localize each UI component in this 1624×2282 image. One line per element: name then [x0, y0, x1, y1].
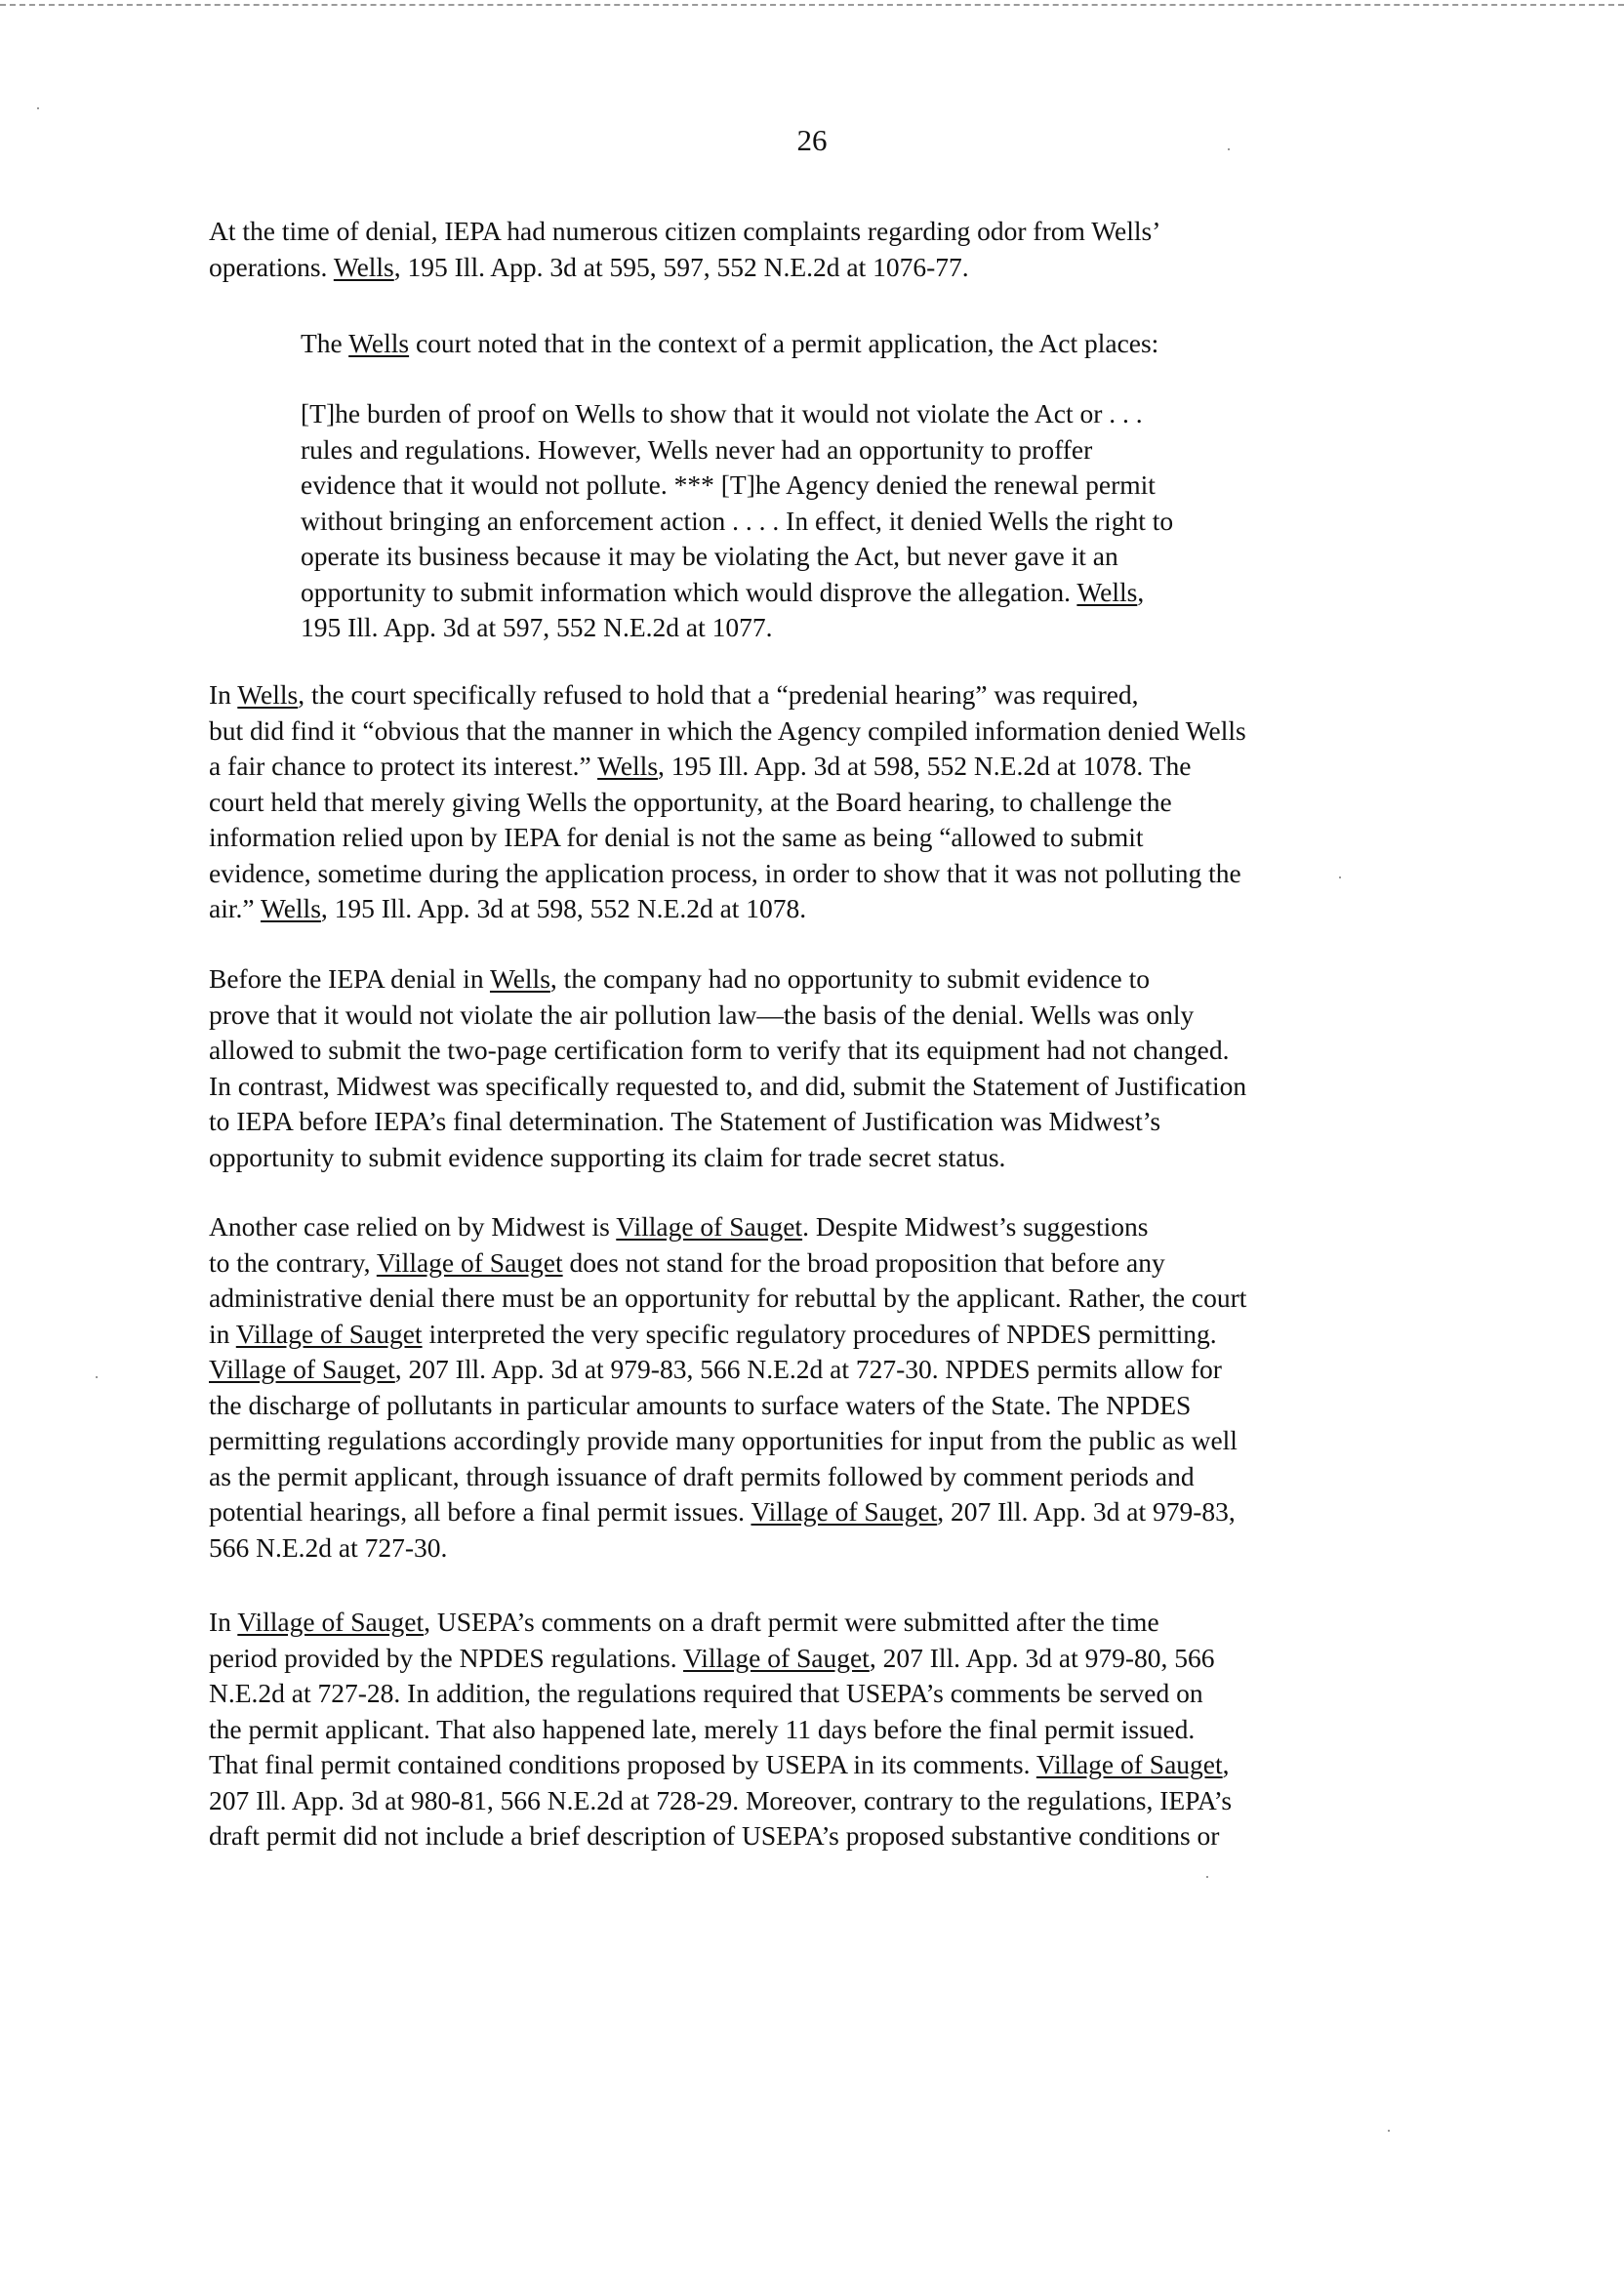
text-segment: in	[209, 1318, 236, 1349]
text-line	[301, 326, 1158, 362]
text-segment: , 195 Ill. App. 3d at 598, 552 N.E.2d at 1078.	[320, 893, 807, 923]
text-segment: In contrast, Midwest was specifically requested to, and did, submit the Statement of Justification	[209, 1070, 1247, 1101]
text-segment: interpreted the very specific regulatory procedures of NPDES permitting.	[422, 1318, 1217, 1349]
text-segment: but did find it “obvious that the manner in which the Agency compiled information denied Wells	[209, 714, 1246, 746]
text-line	[209, 891, 1246, 927]
text-segment: [T]he burden of proof on Wells to show that it would not violate the Act or . . .	[301, 398, 1143, 428]
text-segment: The	[301, 328, 349, 358]
text-segment: to the contrary,	[209, 1246, 377, 1278]
text-line	[209, 1712, 1232, 1748]
text-segment: operations.	[209, 251, 334, 282]
text-line	[209, 250, 1160, 286]
text-segment: N.E.2d at 727-28. In addition, the regulations required that USEPA’s comments be served on	[209, 1678, 1203, 1708]
text-line	[209, 1605, 1232, 1641]
scan-speck	[96, 1376, 98, 1378]
text-line	[209, 1459, 1246, 1495]
text-segment: as the permit applicant, through issuance of draft permits followed by comment periods and	[209, 1460, 1195, 1491]
text-line	[209, 785, 1246, 821]
text-segment: potential hearings, all before a final permit issues.	[209, 1496, 751, 1527]
text-segment: air.”	[209, 893, 261, 923]
text-line	[209, 1033, 1246, 1069]
scan-speck	[37, 107, 39, 109]
scan-speck	[1339, 876, 1341, 878]
text-line	[301, 610, 1173, 646]
text-line	[209, 1818, 1232, 1854]
case-citation: Wells	[348, 328, 410, 358]
text-segment: draft permit did not include a brief description of USEPA’s proposed substantive conditions or	[209, 1820, 1220, 1851]
scan-speck	[1228, 148, 1230, 150]
paragraph-before-iepa-denial	[209, 961, 1246, 1175]
text-segment: a fair chance to protect its interest.”	[209, 751, 598, 781]
text-segment: without bringing an enforcement action . . . . In effect, it denied Wells the right to	[301, 505, 1174, 536]
text-segment: information relied upon by IEPA for denial is not the same as being “allowed to submit	[209, 822, 1144, 852]
text-segment: , the court specifically refused to hold that a “predenial hearing” was required,	[298, 679, 1139, 710]
case-citation: Wells	[333, 251, 394, 282]
text-line	[301, 504, 1173, 540]
text-segment: does not stand for the broad proposition that before any	[562, 1246, 1165, 1278]
text-line	[209, 1069, 1246, 1105]
paragraph-predenial-hearing	[209, 677, 1246, 927]
text-line	[301, 396, 1173, 432]
text-line	[301, 468, 1173, 504]
text-segment: to IEPA before IEPA’s final determination. The Statement of Justification was Midwest’s	[209, 1106, 1161, 1136]
paragraph-wells-complaints	[209, 214, 1160, 285]
text-line	[301, 539, 1173, 575]
text-line	[209, 1245, 1246, 1282]
case-citation: Village of Sauget	[237, 1607, 425, 1637]
text-segment: Before the IEPA denial in	[209, 963, 490, 994]
case-citation: Wells	[260, 893, 321, 923]
text-segment: opportunity to submit evidence supporting its claim for trade secret status.	[209, 1141, 1006, 1172]
text-segment: allowed to submit the two-page certification form to verify that its equipment had not changed.	[209, 1035, 1230, 1065]
text-line	[209, 1140, 1246, 1176]
case-citation: Village of Sauget	[376, 1246, 563, 1278]
text-segment: , 207 Ill. App. 3d at 979-80, 566	[869, 1642, 1215, 1673]
text-segment: , 207 Ill. App. 3d at 979-83, 566 N.E.2d at 727-30. NPDES permits allow for	[394, 1354, 1222, 1384]
page-number: 26	[796, 123, 828, 157]
text-segment: ,	[1137, 576, 1145, 607]
text-segment: permitting regulations accordingly provide many opportunities for input from the public as well	[209, 1425, 1238, 1455]
scan-top-border	[0, 4, 1624, 6]
case-citation: Village of Sauget	[209, 1354, 395, 1384]
text-segment: administrative denial there must be an opportunity for rebuttal by the applicant. Rather, the court	[209, 1283, 1247, 1313]
paragraph-usepa-comments	[209, 1605, 1232, 1854]
text-line	[209, 1747, 1232, 1783]
text-line	[209, 1423, 1246, 1459]
paragraph-village-of-sauget	[209, 1209, 1246, 1566]
case-citation: Village of Sauget	[683, 1642, 870, 1673]
text-segment: , 207 Ill. App. 3d at 979-83,	[937, 1496, 1236, 1527]
text-segment: rules and regulations. However, Wells never had an opportunity to proffer	[301, 433, 1093, 465]
text-line	[209, 1209, 1246, 1245]
text-line	[209, 1317, 1246, 1353]
text-segment: court noted that in the context of a permit application, the Act places:	[409, 328, 1159, 358]
text-line	[209, 1352, 1246, 1388]
text-segment: 195 Ill. App. 3d at 597, 552 N.E.2d at 1077.	[301, 612, 773, 642]
text-segment: prove that it would not violate the air pollution law—the basis of the denial. Wells was only	[209, 998, 1195, 1030]
text-line	[209, 961, 1246, 998]
text-segment: , the company had no opportunity to submit evidence to	[549, 963, 1150, 994]
text-segment: 207 Ill. App. 3d at 980-81, 566 N.E.2d at 728-29. Moreover, contrary to the regulations, IEPA’s	[209, 1784, 1233, 1815]
text-line	[209, 1104, 1246, 1140]
text-line	[209, 998, 1246, 1034]
text-segment: the discharge of pollutants in particular amounts to surface waters of the State. The NPDES	[209, 1389, 1192, 1420]
case-citation: Wells	[237, 679, 299, 710]
text-line	[209, 820, 1246, 856]
case-citation: Village of Sauget	[1035, 1749, 1223, 1779]
text-line	[209, 1494, 1246, 1530]
paragraph-wells-court-noted	[301, 326, 1158, 362]
text-segment: the permit applicant. That also happened late, merely 11 days before the final permit issued.	[209, 1713, 1196, 1744]
text-segment: That final permit contained conditions proposed by USEPA in its comments.	[209, 1749, 1036, 1779]
text-segment: , USEPA’s comments on a draft permit were submitted after the time	[424, 1607, 1159, 1637]
text-segment: At the time of denial, IEPA had numerous citizen complaints regarding odor from Wells’	[209, 216, 1161, 246]
text-line	[209, 1641, 1232, 1677]
case-citation: Wells	[1076, 576, 1138, 607]
text-segment: Another case relied on by Midwest is	[209, 1211, 617, 1242]
text-line	[209, 856, 1246, 892]
text-segment: In	[209, 1607, 238, 1637]
text-line	[209, 749, 1246, 785]
text-segment: In	[209, 679, 238, 710]
case-citation: Wells	[489, 963, 550, 994]
text-segment: , 195 Ill. App. 3d at 598, 552 N.E.2d at 1078. The	[658, 751, 1192, 781]
text-line	[209, 1281, 1246, 1317]
case-citation: Village of Sauget	[751, 1496, 938, 1527]
text-line	[209, 1388, 1246, 1424]
text-segment: evidence, sometime during the application process, in order to show that it was not polluting the	[209, 857, 1241, 888]
text-segment: opportunity to submit information which would disprove the allegation.	[301, 576, 1077, 607]
text-line	[209, 1783, 1232, 1819]
text-segment: . Despite Midwest’s suggestions	[802, 1211, 1149, 1242]
case-citation: Village of Sauget	[235, 1318, 423, 1349]
scan-speck	[1206, 1876, 1208, 1878]
block-quote-wells	[301, 396, 1173, 646]
text-segment: ,	[1222, 1749, 1230, 1779]
case-citation: Village of Sauget	[616, 1211, 803, 1242]
text-segment: evidence that it would not pollute. *** [T]he Agency denied the renewal permit	[301, 469, 1156, 500]
text-line	[209, 1530, 1246, 1567]
text-segment: court held that merely giving Wells the opportunity, at the Board hearing, to challenge the	[209, 786, 1172, 817]
text-line	[209, 1676, 1232, 1712]
text-line	[209, 677, 1246, 713]
text-line	[301, 432, 1173, 469]
text-line	[209, 713, 1246, 750]
text-segment: period provided by the NPDES regulations.	[209, 1642, 684, 1673]
text-line	[209, 214, 1160, 250]
text-segment: 566 N.E.2d at 727-30.	[209, 1531, 448, 1563]
scan-speck	[1388, 2130, 1390, 2132]
text-line	[301, 575, 1173, 611]
text-segment: operate its business because it may be violating the Act, but never gave it an	[301, 541, 1118, 571]
case-citation: Wells	[597, 751, 659, 781]
text-segment: , 195 Ill. App. 3d at 595, 597, 552 N.E.2d at 1076-77.	[393, 251, 969, 282]
